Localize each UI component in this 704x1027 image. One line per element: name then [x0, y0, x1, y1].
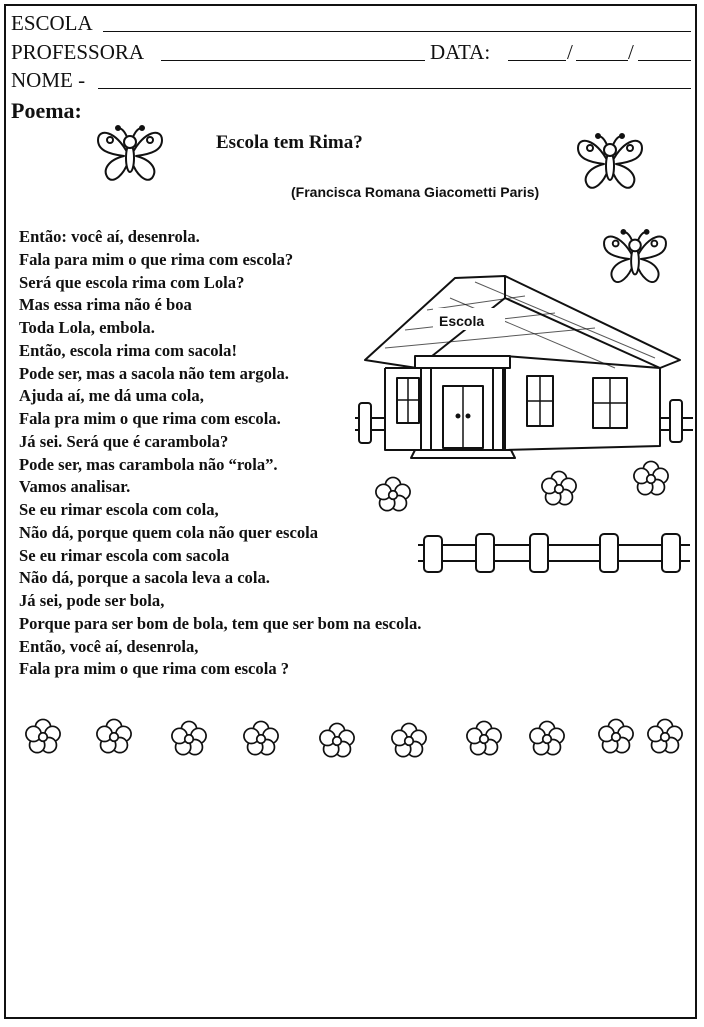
professora-field-line[interactable]: [161, 60, 425, 61]
butterfly-icon: [94, 124, 166, 186]
flower-icon: [374, 476, 412, 514]
flower-icon: [465, 720, 503, 758]
poem-line: Pode ser, mas carambola não “rola”.: [19, 454, 278, 474]
flower-icon: [597, 718, 635, 756]
date-year-line[interactable]: [638, 60, 691, 61]
flower-icon: [528, 720, 566, 758]
poem-line: Mas essa rima não é boa: [19, 295, 192, 315]
data-label: DATA:: [430, 40, 491, 64]
poem-line: Já sei, pode ser bola,: [19, 591, 165, 610]
poem-line: Fala pra mim o que rima com escola.: [19, 409, 281, 428]
poem-author: (Francisca Romana Giacometti Paris): [291, 184, 540, 200]
section-label: Poema:: [11, 98, 82, 123]
flower-icon: [170, 720, 208, 758]
school-house-illustration: [355, 268, 695, 478]
flower-icon: [242, 720, 280, 758]
poem-line: Então, você aí, desenrola,: [19, 636, 199, 656]
flower-icon: [95, 718, 133, 756]
poem-line: Ajuda aí, me dá uma cola,: [19, 386, 204, 406]
poem-line: Fala pra mim o que rima com escola ?: [19, 659, 290, 679]
nome-field-line[interactable]: [98, 88, 691, 89]
date-slash-2: /: [628, 40, 634, 64]
poem-line: Se eu rimar escola com cola,: [19, 500, 219, 519]
butterfly-icon: [574, 132, 646, 194]
poem-line: Então: você aí, desenrola.: [19, 227, 200, 246]
poem-line: Se eu rimar escola com sacola: [19, 545, 230, 565]
flower-icon: [24, 718, 62, 756]
poem-line: Já sei. Será que é carambola?: [19, 431, 229, 451]
flower-icon: [540, 470, 578, 508]
flower-icon: [390, 722, 428, 760]
date-slash-1: /: [567, 40, 573, 64]
poem-line: Vamos analisar.: [19, 477, 131, 497]
flower-icon: [632, 460, 670, 498]
school-sign-text: Escola: [439, 313, 485, 329]
fence-illustration: [416, 528, 692, 578]
poem-line: Pode ser, mas a sacola não tem argola.: [19, 363, 289, 383]
escola-field-line[interactable]: [103, 31, 691, 32]
poem-line: Não dá, porque quem cola não quer escola: [19, 522, 319, 542]
poem-line: Porque para ser bom de bola, tem que ser bom na escola.: [19, 613, 422, 633]
poem-line: Será que escola rima com Lola?: [19, 272, 245, 292]
poem-line: Então, escola rima com sacola!: [19, 340, 237, 360]
professora-label: PROFESSORA: [11, 40, 145, 64]
poem-title: Escola tem Rima?: [216, 132, 363, 153]
flower-icon: [318, 722, 356, 760]
date-month-line[interactable]: [576, 60, 628, 61]
poem-line: Toda Lola, embola.: [19, 318, 155, 337]
escola-label: ESCOLA: [11, 11, 93, 35]
date-day-line[interactable]: [508, 60, 566, 61]
flower-icon: [646, 718, 684, 756]
poem-line: Fala para mim o que rima com escola?: [19, 249, 294, 269]
nome-label: NOME -: [11, 68, 86, 92]
poem-line: Não dá, porque a sacola leva a cola.: [19, 568, 270, 588]
